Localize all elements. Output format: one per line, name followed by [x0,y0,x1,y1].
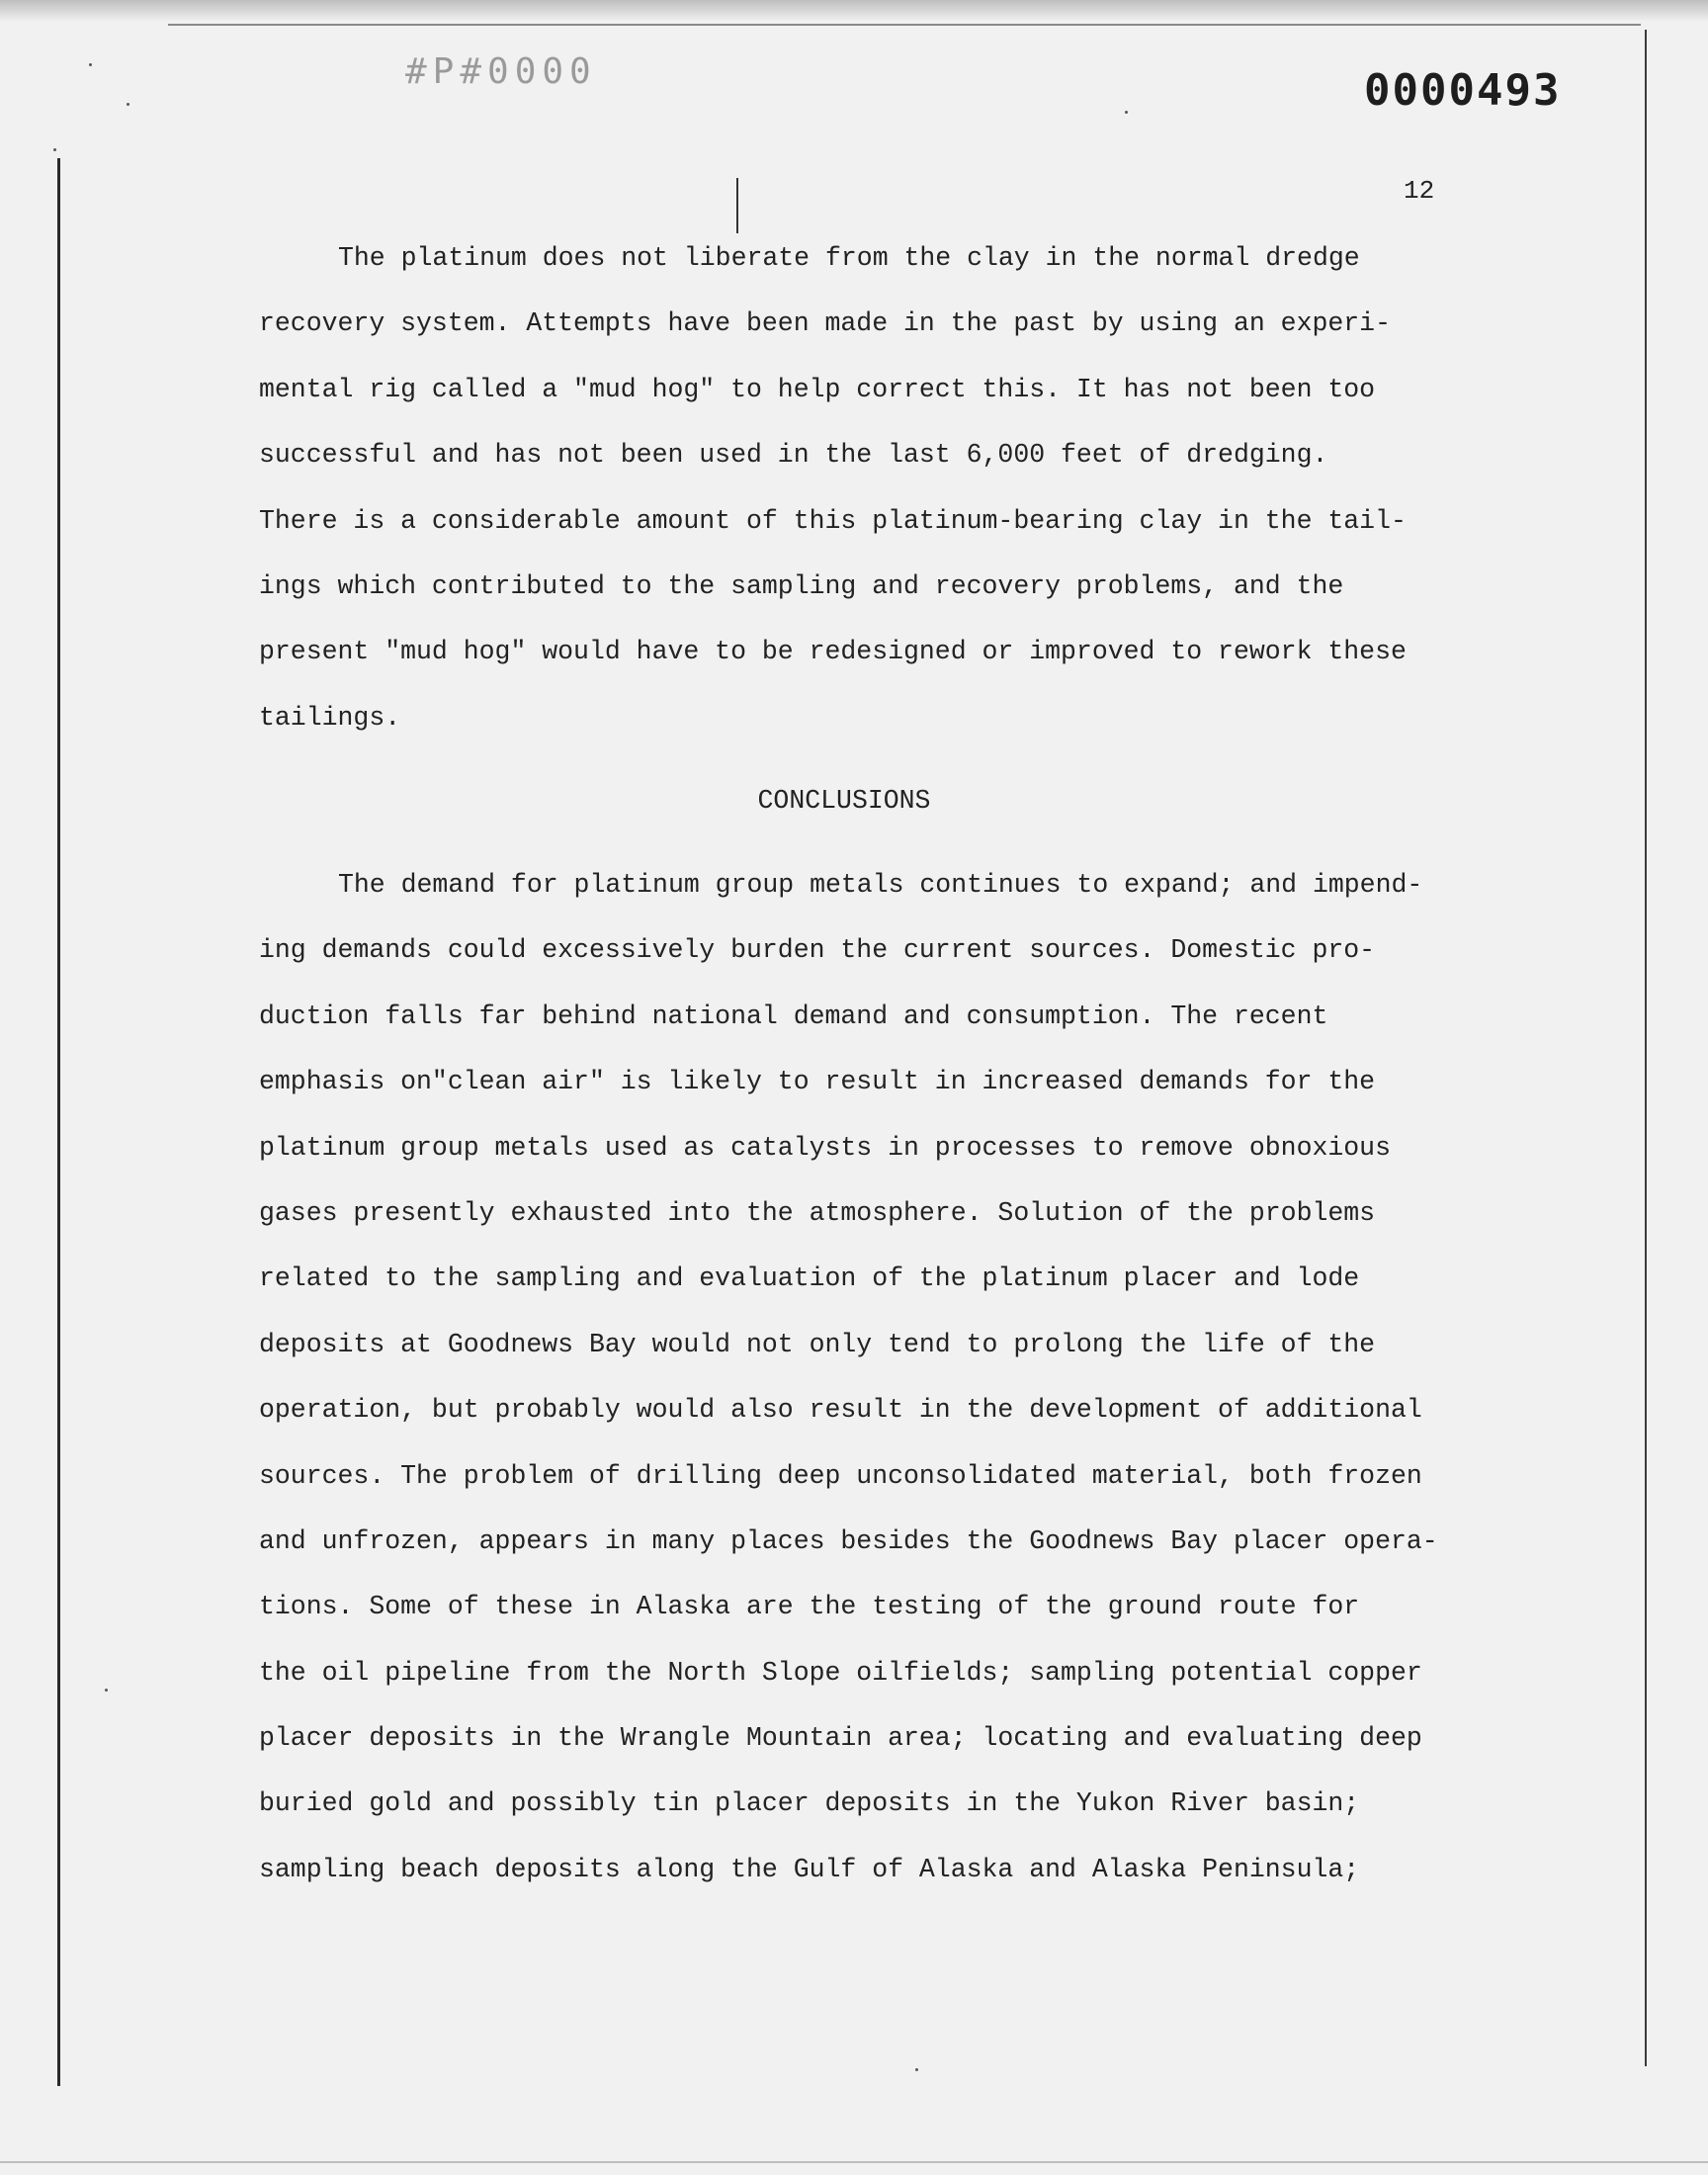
top-border-line [168,24,1641,26]
right-margin-line [1645,30,1647,2066]
text-line: and unfrozen, appears in many places besides the Goodnews Bay placer opera- [259,1525,1438,1556]
section-heading [0,786,1708,816]
text-line: ing demands could excessively burden the current sources. Domestic pro- [259,935,1376,966]
text-line: deposits at Goodnews Bay would not only tend to prolong the life of the [259,1329,1376,1359]
scan-speck [915,2068,918,2071]
text-line: tailings. [259,702,401,733]
text-line: The demand for platinum group metals continues to expand; and impend- [338,870,1423,900]
text-line: sampling beach deposits along the Gulf of Alaska and Alaska Peninsula; [259,1854,1360,1884]
scan-top-edge [0,0,1708,22]
text-line: The platinum does not liberate from the clay in the normal dredge [338,243,1360,273]
text-line: gases presently exhausted into the atmosphere. Solution of the problems [259,1197,1376,1228]
scan-speck [1125,111,1128,114]
text-line: sources. The problem of drilling deep unconsolidated material, both frozen [259,1460,1422,1491]
bottom-border-line [0,2161,1708,2163]
text-line: recovery system. Attempts have been made in the past by using an experi- [259,308,1391,339]
section-heading-text: CONCLUSIONS [757,786,931,816]
paragraph-platinum-clay [259,225,1514,750]
text-line: emphasis on"clean air" is likely to result in increased demands for the [259,1067,1376,1097]
text-line: operation, but probably would also result in the development of additional [259,1395,1422,1426]
scan-speck [53,148,56,151]
text-line: There is a considerable amount of this platinum-bearing clay in the tail- [259,505,1407,536]
text-line: mental rig called a "mud hog" to help correct this. It has not been too [259,374,1376,404]
text-line: successful and has not been used in the last 6,000 feet of dredging. [259,440,1328,471]
text-line: related to the sampling and evaluation of the platinum placer and lode [259,1263,1360,1294]
text-line: the oil pipeline from the North Slope oilfields; sampling potential copper [259,1657,1422,1688]
text-line: ings which contributed to the sampling and recovery problems, and the [259,570,1344,601]
left-margin-line [57,158,60,2086]
paragraph-conclusions [259,852,1514,1902]
text-line: tions. Some of these in Alaska are the testing of the ground route for [259,1592,1360,1622]
document-stamp-number: 0000493 [1364,65,1562,116]
text-line: placer deposits in the Wrangle Mountain area; locating and evaluating deep [259,1723,1422,1754]
scan-speck [105,1689,108,1692]
text-line: duction falls far behind national demand and consumption. The recent [259,1000,1328,1031]
scan-speck [89,63,92,66]
text-line: platinum group metals used as catalysts in processes to remove obnoxious [259,1132,1391,1163]
text-line: present "mud hog" would have to be redesigned or improved to rework these [259,637,1407,667]
text-line: buried gold and possibly tin placer deposits in the Yukon River basin; [259,1788,1360,1819]
scan-speck [127,103,129,106]
page-number: 12 [1404,176,1435,206]
faint-stamp-number: #P#0000 [405,51,597,92]
